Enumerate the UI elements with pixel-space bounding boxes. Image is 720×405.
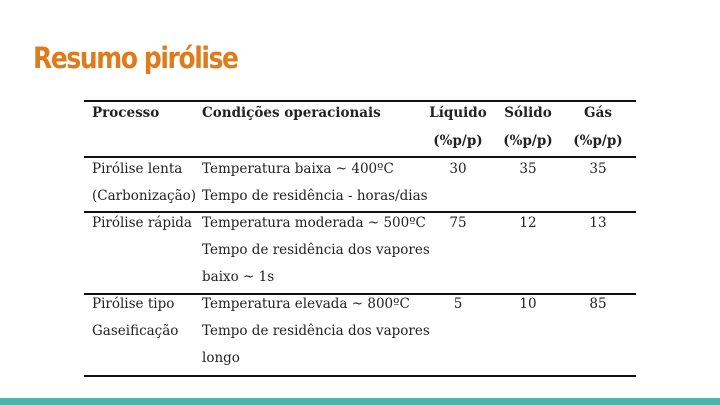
row1-conditions-line2: Tempo de residência - horas/dias	[202, 188, 428, 204]
row2-conditions-line3: baixo ~ 1s	[202, 269, 275, 285]
row3-solid: 10	[519, 296, 537, 312]
row1-gas: 35	[589, 161, 607, 177]
row1-liquid: 30	[449, 161, 467, 177]
row2-conditions-line1: Temperatura moderada ~ 500ºC	[202, 215, 426, 231]
header-gas: Gás	[584, 105, 612, 121]
row3-conditions-line2: Tempo de residência dos vapores	[202, 323, 430, 339]
header-liquid: Líquido	[429, 105, 487, 121]
bottom-accent-bar	[0, 398, 720, 405]
row3-process-line1: Pirólise tipo	[92, 296, 175, 312]
row2-conditions-line2: Tempo de residência dos vapores	[202, 242, 430, 258]
row1-process-line2: (Carbonização)	[92, 188, 197, 204]
header-conditions: Condições operacionais	[202, 105, 381, 121]
row1-rule	[84, 211, 636, 213]
header-rule	[84, 156, 636, 158]
pyrolysis-summary-table	[84, 98, 636, 380]
row1-solid: 35	[519, 161, 537, 177]
header-solid: Sólido	[504, 105, 552, 121]
header-solid-unit: (%p/p)	[503, 133, 553, 149]
row3-process-line2: Gaseificação	[92, 323, 179, 339]
row3-liquid: 5	[453, 296, 463, 312]
row2-solid: 12	[519, 215, 537, 231]
table-bottom-rule	[84, 375, 636, 377]
row2-gas: 13	[589, 215, 607, 231]
header-process: Processo	[92, 105, 160, 121]
row3-gas: 85	[589, 296, 607, 312]
row2-liquid: 75	[449, 215, 467, 231]
row2-process-line1: Pirólise rápida	[92, 215, 192, 231]
row1-process-line1: Pirólise lenta	[92, 161, 183, 177]
header-liquid-unit: (%p/p)	[433, 133, 483, 149]
header-gas-unit: (%p/p)	[573, 133, 623, 149]
slide-title: Resumo pirólise	[33, 41, 238, 75]
row3-conditions-line1: Temperatura elevada ~ 800ºC	[202, 296, 410, 312]
row3-conditions-line3: longo	[202, 350, 240, 366]
table-top-rule	[84, 100, 636, 102]
row1-conditions-line1: Temperatura baixa ~ 400ºC	[202, 161, 394, 177]
row2-rule	[84, 293, 636, 295]
